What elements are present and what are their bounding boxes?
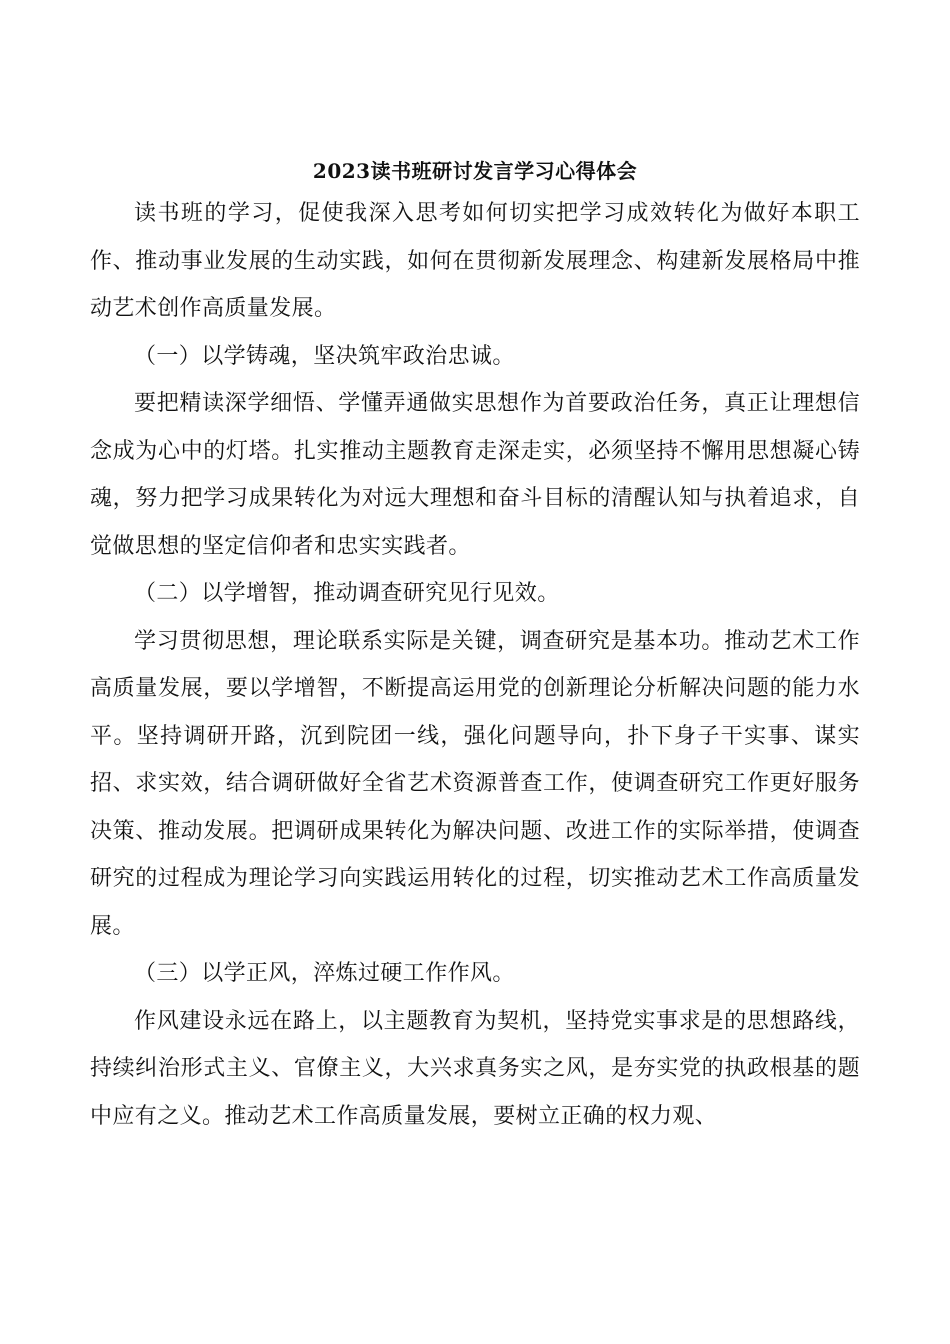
paragraph-section-1: 要把精读深学细悟、学懂弄通做实思想作为首要政治任务，真正让理想信念成为心中的灯塔。扎实推动主题教育走深走实，必须坚持不懈用思想凝心铸魂，努力把学习成果转化为对远大理想和奋斗目标的清醒认知与执着追求，自觉做思想的坚定信仰者和忠实实践者。 [90, 391, 860, 559]
document-title: 2023读书班研讨发言学习心得体会 [312, 159, 638, 184]
section-heading-1: （一）以学铸魂，坚决筑牢政治忠诚。 [134, 343, 515, 369]
document-body [90, 190, 860, 1140]
section-heading-3: （三）以学正风，淬炼过硬工作作风。 [134, 961, 515, 986]
paragraph-section-3: 作风建设永远在路上，以主题教育为契机，坚持党实事求是的思想路线，持续纠治形式主义、官僚主义，大兴求真务实之风，是夯实党的执政根基的题中应有之义。推动艺术工作高质量发展，要树立正确的权力观、 [90, 1008, 860, 1129]
section-heading-2: （二）以学增智，推动调查研究见行见效。 [134, 581, 560, 606]
paragraph-intro: 读书班的学习，促使我深入思考如何切实把学习成效转化为做好本职工作、推动事业发展的生动实践，如何在贯彻新发展理念、构建新发展格局中推动艺术创作高质量发展。 [90, 201, 860, 321]
paragraph-section-2: 学习贯彻思想，理论联系实际是关键，调查研究是基本功。推动艺术工作高质量发展，要以学增智，不断提高运用党的创新理论分析解决问题的能力水平。坚持调研开路，沉到院团一线，强化问题导向，扑下身子干实事、谋实招、求实效，结合调研做好全省艺术资源普查工作，使调查研究工作更好服务决策、推动发展。把调研成果转化为解决问题、改进工作的实际举措，使调查研究的过程成为理论学习向实践运用转化的过程，切实推动艺术工作高质量发展。 [90, 628, 860, 939]
